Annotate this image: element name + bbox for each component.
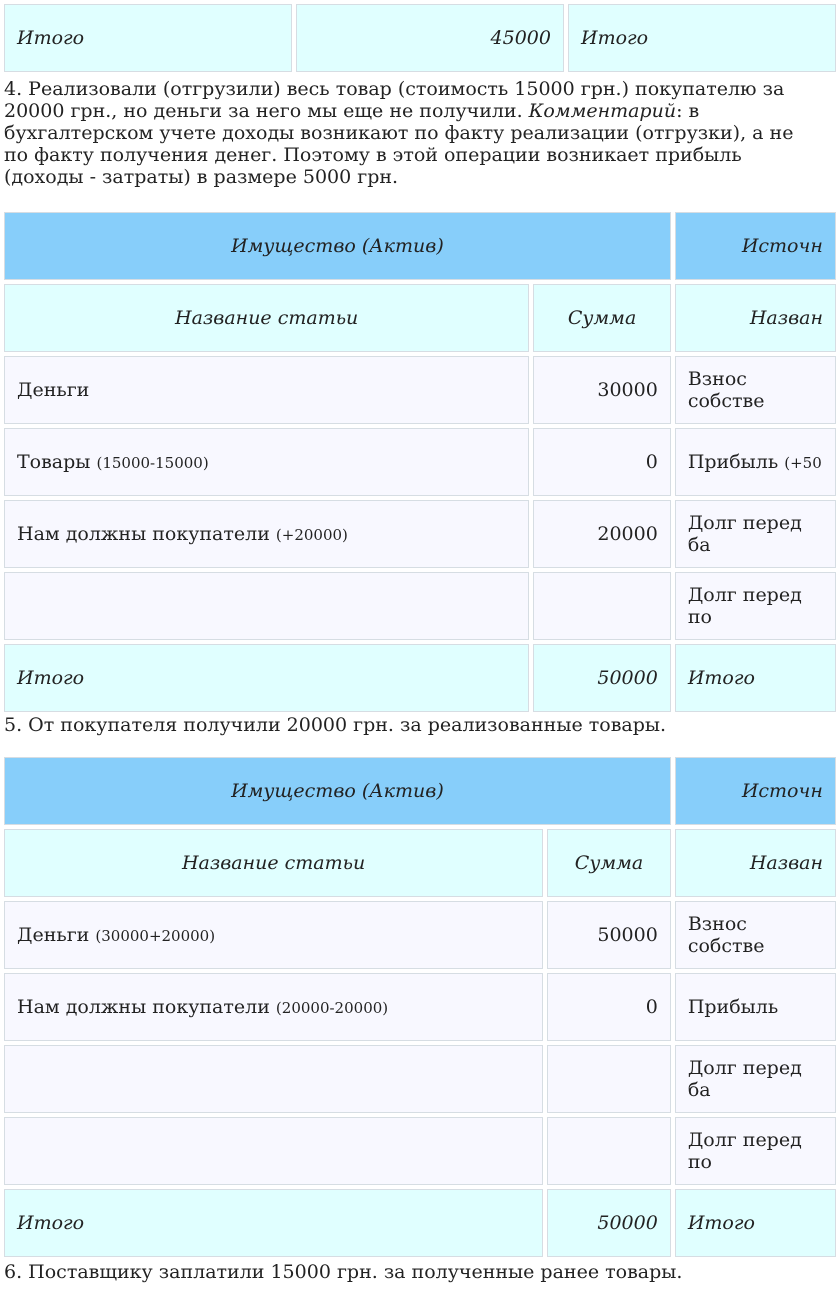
total-row: Итого 50000 Итого (4, 1189, 836, 1257)
source-header: Источн (675, 212, 836, 280)
column-name-right-header: Назван (675, 829, 836, 897)
table-row: Долг перед ба (4, 1045, 836, 1113)
top-balance-table (0, 0, 840, 76)
column-sum-header: Сумма (547, 829, 671, 897)
table-row: Деньги (30000+20000) 50000 Взнос собстве (4, 901, 836, 969)
table-row: Деньги 30000 Взнос собстве (4, 356, 836, 424)
table-row: Нам должны покупатели (20000-20000) 0 Прибыль (4, 973, 836, 1041)
column-name-right-header: Назван (675, 284, 836, 352)
paragraph-operation-4: 4. Реализовали (отгрузили) весь товар (стоимость 15000 грн.) покупателю за 20000 грн., но деньги за него мы еще не получили. Комментарий: в бухгалтерском учете доходы возникают по факту реализации (отгрузки), а не по факту получения денег. Поэтому в этой операции возникает прибыль (доходы - затраты) в размере 5000 грн. (4, 78, 794, 188)
paragraph-operation-6: 6. Поставщику заплатили 15000 грн. за полученные ранее товары. (4, 1261, 683, 1283)
asset-header: Имущество (Актив) (4, 212, 671, 280)
balance-table-4 (0, 208, 840, 716)
paragraph-operation-5: 5. От покупателя получили 20000 грн. за реализованные товары. (4, 714, 667, 736)
total-value: 45000 (296, 4, 564, 72)
column-name-header: Название статьи (4, 829, 543, 897)
balance-table-5 (0, 753, 840, 1261)
column-sum-header: Сумма (533, 284, 670, 352)
comment-word: Комментарий (528, 100, 677, 122)
table-row: Товары (15000-15000) 0 Прибыль (+50 (4, 428, 836, 496)
column-name-header: Название статьи (4, 284, 529, 352)
source-header: Источн (675, 757, 836, 825)
table-row: Нам должны покупатели (+20000) 20000 Долг перед ба (4, 500, 836, 568)
total-label: Итого (4, 4, 292, 72)
table-row: Долг перед по (4, 572, 836, 640)
table-row: Долг перед по (4, 1117, 836, 1185)
total-row: Итого 50000 Итого (4, 644, 836, 712)
right-total-label: Итого (568, 4, 836, 72)
asset-header: Имущество (Актив) (4, 757, 671, 825)
